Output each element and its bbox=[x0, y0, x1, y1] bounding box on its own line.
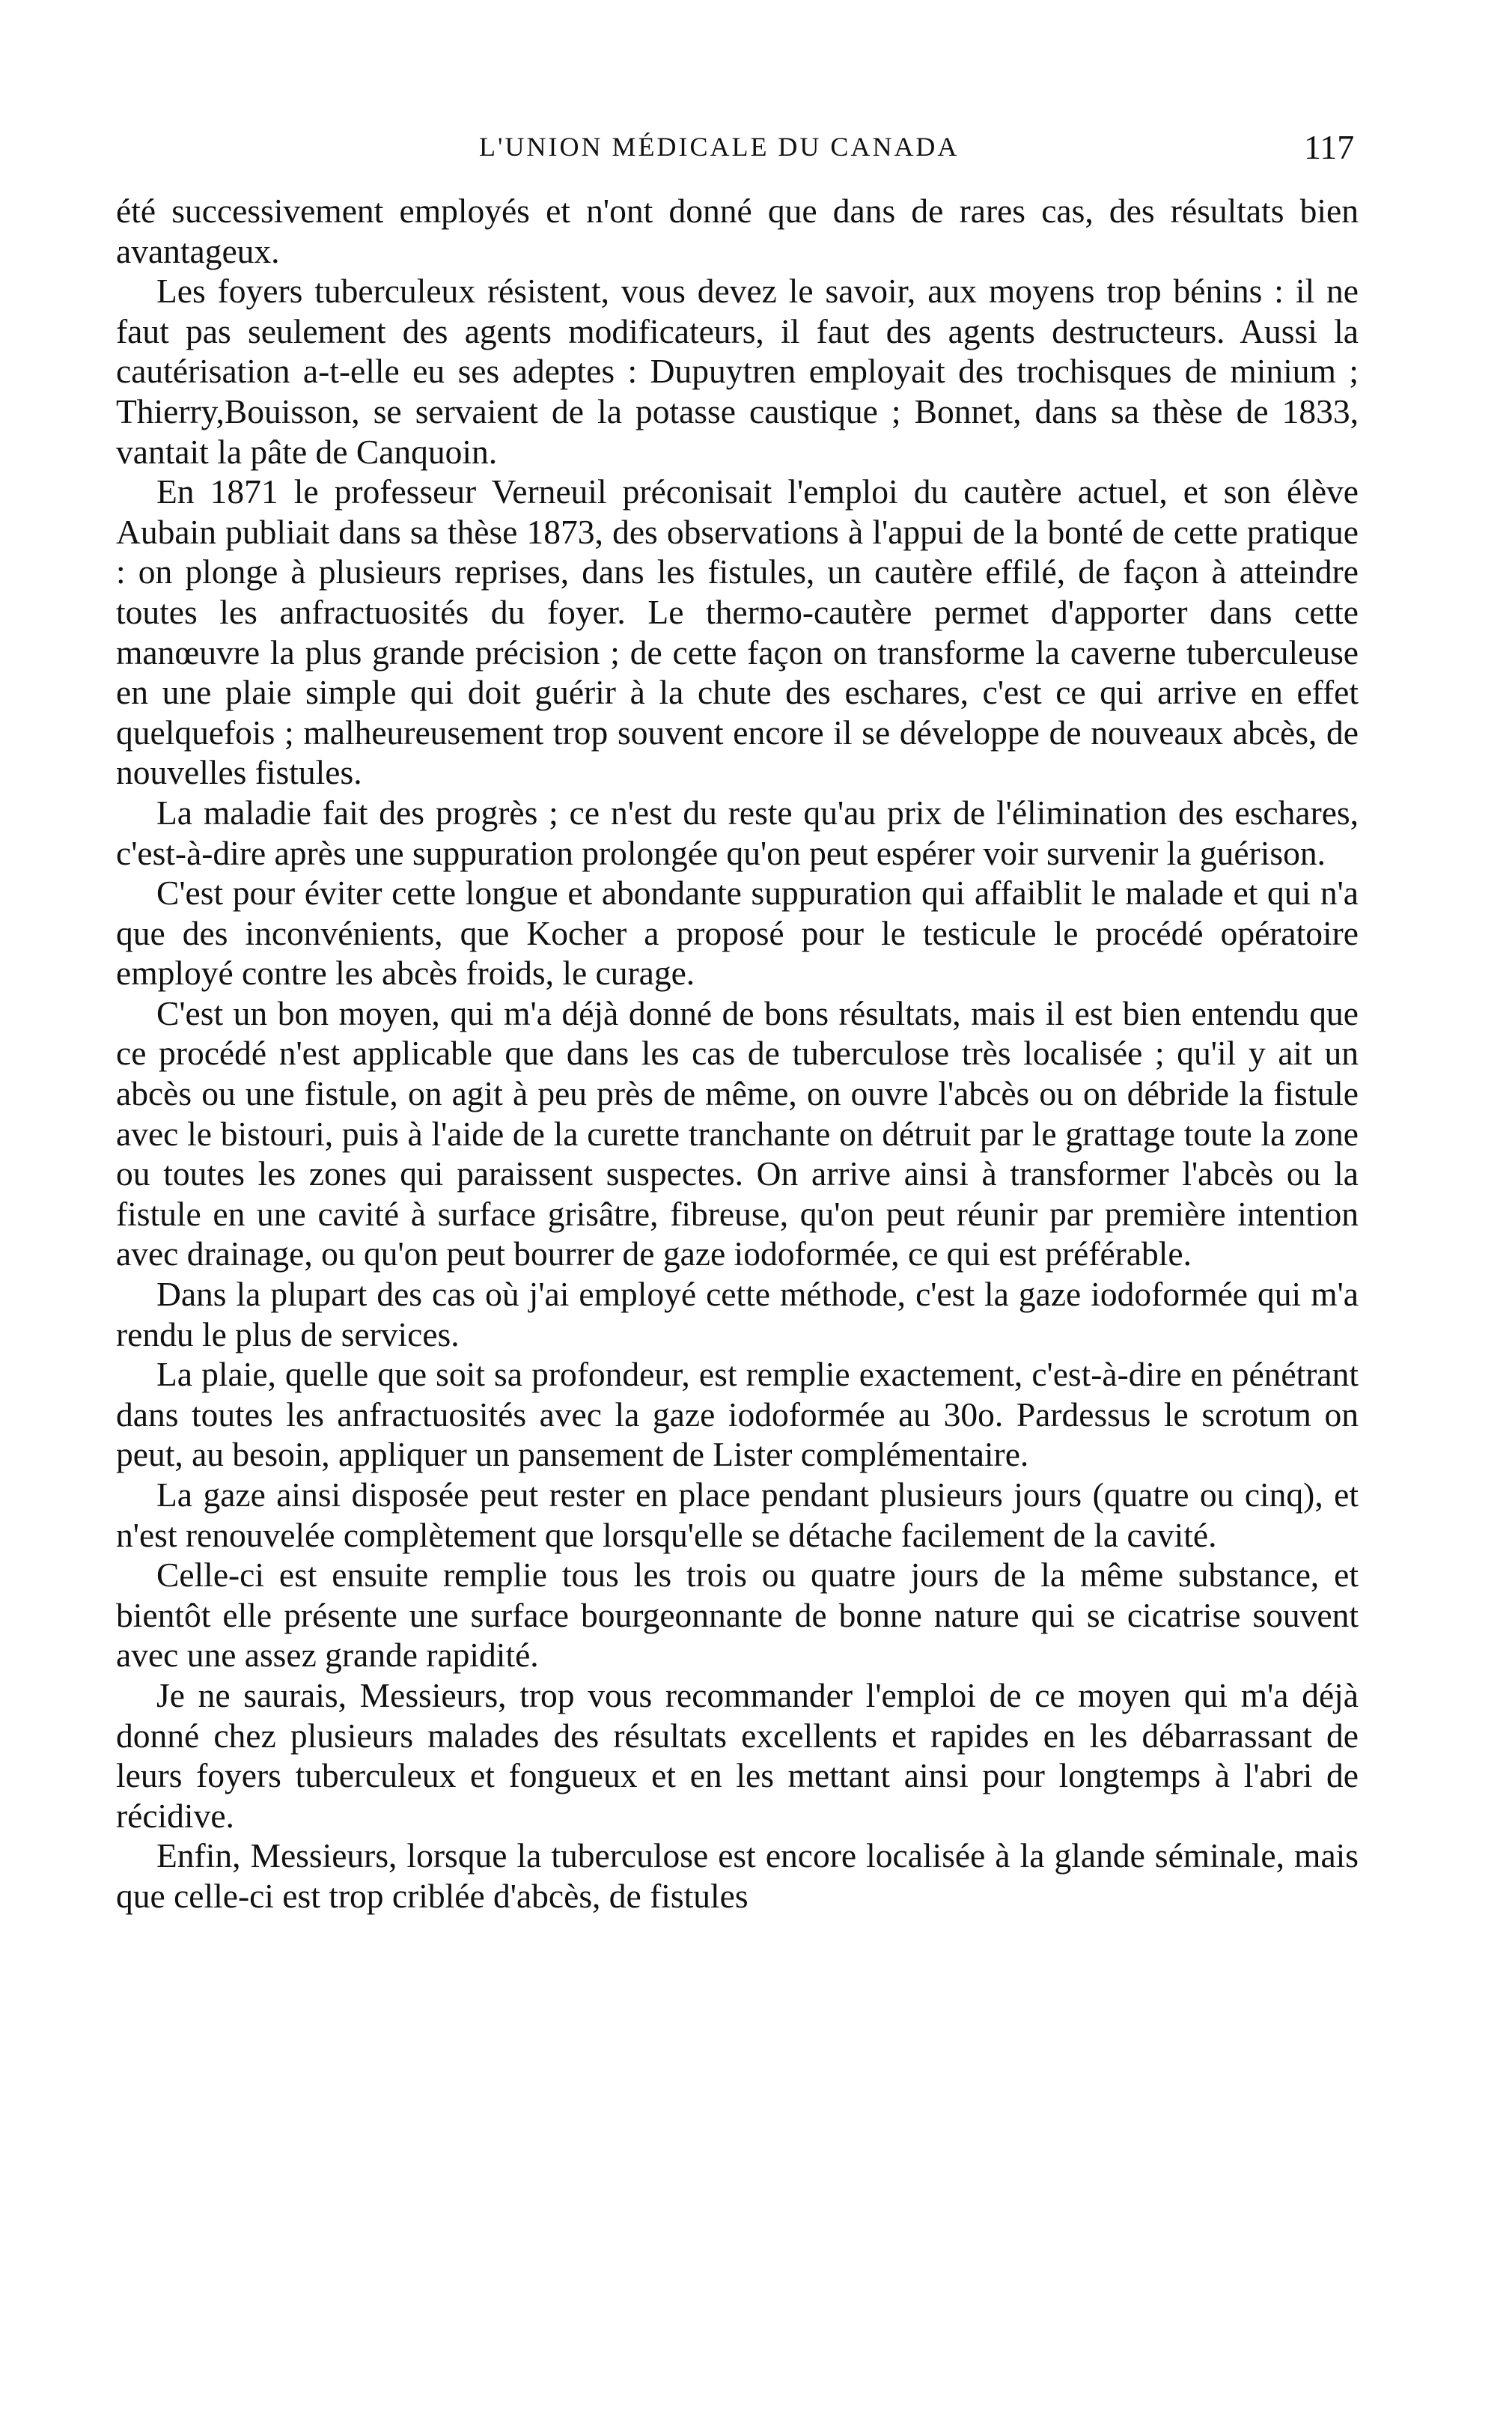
paragraph: Je ne saurais, Messieurs, trop vous recommander l'emploi de ce moyen qui m'a déjà donné chez plusieurs malades des résultats excellents et rapides en les débarrassant de leurs foyers tuberculeux et fongueux et en les mettant ainsi pour longtemps à l'abri de récidive. bbox=[116, 1675, 1359, 1835]
paragraph: La plaie, quelle que soit sa profondeur, est remplie exactement, c'est-à-dire en pénétrant dans toutes les anfractuosités avec la gaze iodoformée au 30o. Pardessus le scrotum on peut, au besoin, appliquer un pansement de Lister complémentaire. bbox=[116, 1355, 1359, 1474]
paragraph: Les foyers tuberculeux résistent, vous devez le savoir, aux moyens trop bénins : il ne faut pas seulement des agents modificateurs, il faut des agents destructeurs. Aussi la cautérisation a-t-elle eu ses adeptes : Dupuytren employait des trochisques de minium ; Thierry,Bouisson, se servaient de la potasse caustique ; Bonnet, dans sa thèse de 1833, vantait la pâte de Canquoin. bbox=[116, 272, 1359, 471]
paragraph: Dans la plupart des cas où j'ai employé cette méthode, c'est la gaze iodoformée qui m'a rendu le plus de services. bbox=[116, 1275, 1359, 1353]
paragraph: C'est pour éviter cette longue et abondante suppuration qui affaiblit le malade et qui n'a que des inconvénients, que Kocher a proposé pour le testicule le procédé opératoire employé contre les abcès froids, le curage. bbox=[116, 874, 1359, 993]
paragraph: En 1871 le professeur Verneuil préconisait l'emploi du cautère actuel, et son élève Aubain publiait dans sa thèse 1873, des observations à l'appui de la bonté de cette pratique : on plonge à plusieurs reprises, dans les fistules, un cautère effilé, de façon à atteindre toutes les anfractuosités du foyer. Le thermo-cautère permet d'apporter dans cette manœuvre la plus grande précision ; de cette façon on transforme la caverne tuberculeuse en une plaie simple qui doit guérir à la chute des eschares, c'est ce qui arrive en effet quelquefois ; malheureusement trop souvent encore il se développe de nouveaux abcès, de nouvelles fistules. bbox=[116, 472, 1359, 792]
paragraph: La gaze ainsi disposée peut rester en place pendant plusieurs jours (quatre ou cinq), et n'est renouvelée complètement que lorsqu'elle se détache facilement de la cavité. bbox=[116, 1476, 1359, 1554]
page-number: 117 bbox=[1304, 128, 1355, 166]
paragraph: été successivement employés et n'ont donné que dans de rares cas, des résultats bien avantageux. bbox=[116, 192, 1359, 270]
paragraph: La maladie fait des progrès ; ce n'est du reste qu'au prix de l'élimination des eschares, c'est-à-dire après une suppuration prolongée qu'on peut espérer voir survenir la guérison. bbox=[116, 793, 1359, 872]
paragraph: C'est un bon moyen, qui m'a déjà donné de bons résultats, mais il est bien entendu que ce procédé n'est applicable que dans les cas de tuberculose très localisée ; qu'il y ait un abcès ou une fistule, on agit à peu près de même, on ouvre l'abcès ou on débride la fistule avec le bistouri, puis à l'aide de la curette tranchante on détruit par le grattage toute la zone ou toutes les zones qui paraissent suspectes. On arrive ainsi à transformer l'abcès ou la fistule en une cavité à surface grisâtre, fibreuse, qu'on peut réunir par première intention avec drainage, ou qu'on peut bourrer de gaze iodoformée, ce qui est préférable. bbox=[116, 993, 1359, 1273]
paragraph: Celle-ci est ensuite remplie tous les trois ou quatre jours de la même substance, et bientôt elle présente une surface bourgeonnante de bonne nature qui se cicatrise souvent avec une assez grande rapidité. bbox=[116, 1556, 1359, 1675]
article-body bbox=[116, 191, 1359, 1916]
running-title: L'UNION MÉDICALE DU CANADA bbox=[479, 132, 960, 162]
paragraph: Enfin, Messieurs, lorsque la tuberculose est encore localisée à la glande séminale, mais que celle-ci est trop criblée d'abcès, de fistules bbox=[116, 1836, 1359, 1915]
